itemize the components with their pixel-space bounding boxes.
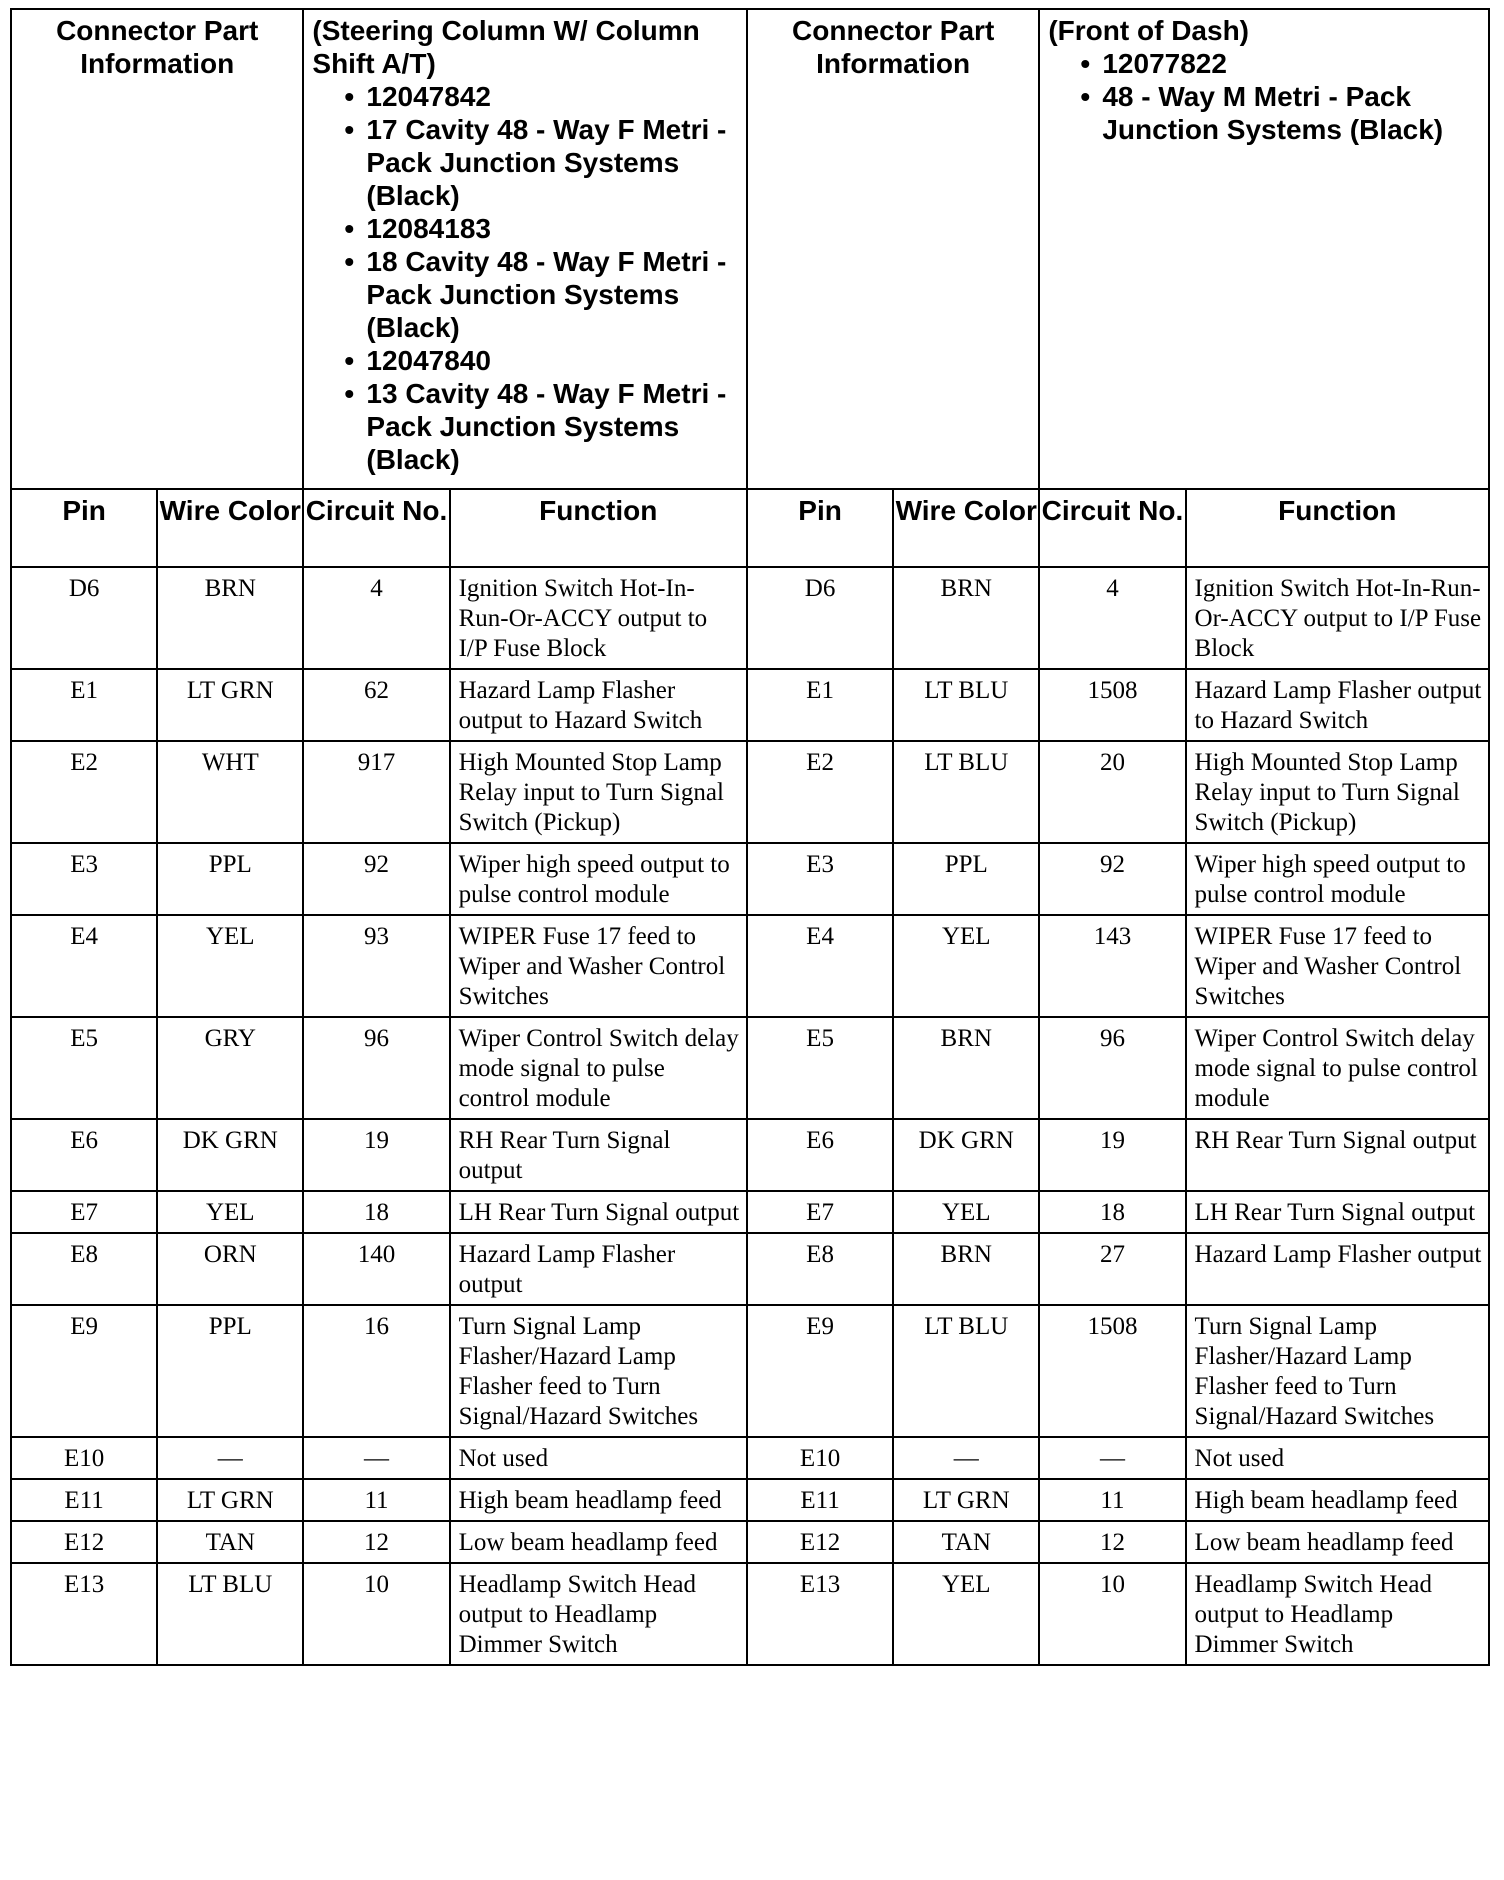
left-circuit-cell: 10 <box>303 1563 449 1665</box>
left-connector-description <box>303 9 747 489</box>
connector-table <box>10 8 1490 1666</box>
right-function-cell: Hazard Lamp Flasher output <box>1186 1233 1489 1305</box>
left-function-cell: Hazard Lamp Flasher output to Hazard Switch <box>450 669 747 741</box>
left-circuit-cell: 92 <box>303 843 449 915</box>
table-row <box>11 669 1489 741</box>
right-pin-cell: E12 <box>747 1521 893 1563</box>
right-wire-cell: YEL <box>893 915 1039 1017</box>
right-pin-cell: E4 <box>747 915 893 1017</box>
right-wire-cell: PPL <box>893 843 1039 915</box>
table-row <box>11 843 1489 915</box>
left-pin-cell: E12 <box>11 1521 157 1563</box>
left-pin-cell: E2 <box>11 741 157 843</box>
left-pin-cell: E5 <box>11 1017 157 1119</box>
right-function-cell: Not used <box>1186 1437 1489 1479</box>
left-circuit-cell: 62 <box>303 669 449 741</box>
right-pin-cell: E10 <box>747 1437 893 1479</box>
table-row <box>11 1563 1489 1665</box>
right-wire-cell: — <box>893 1437 1039 1479</box>
right-wire-cell: DK GRN <box>893 1119 1039 1191</box>
left-connector-title: (Steering Column W/ Column Shift A/T) <box>312 15 700 79</box>
left-circuit-cell: 917 <box>303 741 449 843</box>
table-row <box>11 1521 1489 1563</box>
left-pin-cell: E7 <box>11 1191 157 1233</box>
left-wire-cell: WHT <box>157 741 303 843</box>
left-part-item: • 12084183 <box>342 212 738 245</box>
left-wire-cell: YEL <box>157 1191 303 1233</box>
right-function-cell: Hazard Lamp Flasher output to Hazard Switch <box>1186 669 1489 741</box>
left-function-cell: Ignition Switch Hot-In-Run-Or-ACCY output to I/P Fuse Block <box>450 567 747 669</box>
right-wire-cell: YEL <box>893 1563 1039 1665</box>
left-part-item: • 17 Cavity 48 - Way F Metri - Pack Junction Systems (Black) <box>342 113 738 212</box>
right-wire-cell: YEL <box>893 1191 1039 1233</box>
right-circuit-cell: 27 <box>1039 1233 1185 1305</box>
left-circuit-cell: 19 <box>303 1119 449 1191</box>
left-circuit-cell: 4 <box>303 567 449 669</box>
left-function-cell: Turn Signal Lamp Flasher/Hazard Lamp Flasher feed to Turn Signal/Hazard Switches <box>450 1305 747 1437</box>
right-wire-cell: BRN <box>893 1017 1039 1119</box>
right-pin-cell: E8 <box>747 1233 893 1305</box>
right-circuit-cell: 1508 <box>1039 1305 1185 1437</box>
right-function-cell: Low beam headlamp feed <box>1186 1521 1489 1563</box>
right-wire-cell: LT BLU <box>893 1305 1039 1437</box>
left-function-cell: Low beam headlamp feed <box>450 1521 747 1563</box>
left-function-cell: Wiper high speed output to pulse control module <box>450 843 747 915</box>
right-circuit-cell: 96 <box>1039 1017 1185 1119</box>
left-pin-cell: E6 <box>11 1119 157 1191</box>
table-row <box>11 915 1489 1017</box>
right-circuit-cell: 1508 <box>1039 669 1185 741</box>
left-part-list <box>312 80 738 476</box>
left-wire-cell: ORN <box>157 1233 303 1305</box>
right-circuit-header: Circuit No. <box>1039 489 1185 567</box>
right-pin-cell: E11 <box>747 1479 893 1521</box>
left-circuit-cell: 18 <box>303 1191 449 1233</box>
right-function-header: Function <box>1186 489 1489 567</box>
right-wire-cell: LT BLU <box>893 669 1039 741</box>
right-part-item: • 48 - Way M Metri - Pack Junction Systems (Black) <box>1078 80 1480 146</box>
left-circuit-cell: 96 <box>303 1017 449 1119</box>
right-wire-color-header: Wire Color <box>893 489 1039 567</box>
left-wire-cell: LT BLU <box>157 1563 303 1665</box>
right-circuit-cell: — <box>1039 1437 1185 1479</box>
left-pin-cell: E4 <box>11 915 157 1017</box>
left-function-cell: RH Rear Turn Signal output <box>450 1119 747 1191</box>
right-wire-cell: LT BLU <box>893 741 1039 843</box>
left-pin-cell: D6 <box>11 567 157 669</box>
right-circuit-cell: 10 <box>1039 1563 1185 1665</box>
right-circuit-cell: 143 <box>1039 915 1185 1017</box>
right-part-info-label: Connector Part Information <box>747 9 1039 489</box>
left-function-cell: LH Rear Turn Signal output <box>450 1191 747 1233</box>
left-circuit-cell: 93 <box>303 915 449 1017</box>
table-row <box>11 1437 1489 1479</box>
left-part-item: • 12047840 <box>342 344 738 377</box>
left-circuit-cell: 11 <box>303 1479 449 1521</box>
right-part-item: • 12077822 <box>1078 47 1480 80</box>
right-circuit-cell: 11 <box>1039 1479 1185 1521</box>
connector-header-row <box>11 9 1489 489</box>
right-connector-description <box>1039 9 1489 489</box>
left-function-cell: Headlamp Switch Head output to Headlamp Dimmer Switch <box>450 1563 747 1665</box>
table-row <box>11 1119 1489 1191</box>
left-pin-cell: E13 <box>11 1563 157 1665</box>
left-wire-cell: — <box>157 1437 303 1479</box>
left-part-item: • 18 Cavity 48 - Way F Metri - Pack Junction Systems (Black) <box>342 245 738 344</box>
right-circuit-cell: 4 <box>1039 567 1185 669</box>
right-function-cell: LH Rear Turn Signal output <box>1186 1191 1489 1233</box>
left-function-cell: High Mounted Stop Lamp Relay input to Turn Signal Switch (Pickup) <box>450 741 747 843</box>
left-function-cell: WIPER Fuse 17 feed to Wiper and Washer Control Switches <box>450 915 747 1017</box>
left-circuit-cell: 16 <box>303 1305 449 1437</box>
table-row <box>11 1479 1489 1521</box>
table-row <box>11 741 1489 843</box>
left-function-cell: Not used <box>450 1437 747 1479</box>
left-pin-cell: E1 <box>11 669 157 741</box>
left-wire-cell: LT GRN <box>157 1479 303 1521</box>
right-function-cell: High Mounted Stop Lamp Relay input to Turn Signal Switch (Pickup) <box>1186 741 1489 843</box>
left-circuit-cell: 140 <box>303 1233 449 1305</box>
right-function-cell: Wiper high speed output to pulse control module <box>1186 843 1489 915</box>
right-function-cell: High beam headlamp feed <box>1186 1479 1489 1521</box>
right-function-cell: Turn Signal Lamp Flasher/Hazard Lamp Flasher feed to Turn Signal/Hazard Switches <box>1186 1305 1489 1437</box>
left-wire-cell: LT GRN <box>157 669 303 741</box>
left-function-cell: Wiper Control Switch delay mode signal to pulse control module <box>450 1017 747 1119</box>
right-pin-cell: E5 <box>747 1017 893 1119</box>
connector-pinout-document <box>10 8 1490 1666</box>
right-wire-cell: LT GRN <box>893 1479 1039 1521</box>
right-function-cell: WIPER Fuse 17 feed to Wiper and Washer Control Switches <box>1186 915 1489 1017</box>
column-header-row <box>11 489 1489 567</box>
left-part-item: • 12047842 <box>342 80 738 113</box>
left-function-cell: High beam headlamp feed <box>450 1479 747 1521</box>
left-circuit-cell: 12 <box>303 1521 449 1563</box>
left-pin-cell: E11 <box>11 1479 157 1521</box>
left-function-cell: Hazard Lamp Flasher output <box>450 1233 747 1305</box>
right-pin-cell: E9 <box>747 1305 893 1437</box>
right-circuit-cell: 12 <box>1039 1521 1185 1563</box>
right-pin-cell: E6 <box>747 1119 893 1191</box>
left-part-info-label: Connector Part Information <box>11 9 303 489</box>
right-part-list <box>1048 47 1480 146</box>
right-pin-cell: E13 <box>747 1563 893 1665</box>
left-pin-cell: E9 <box>11 1305 157 1437</box>
right-pin-cell: E1 <box>747 669 893 741</box>
right-function-cell: Headlamp Switch Head output to Headlamp Dimmer Switch <box>1186 1563 1489 1665</box>
table-row <box>11 567 1489 669</box>
left-circuit-header: Circuit No. <box>303 489 449 567</box>
left-wire-cell: DK GRN <box>157 1119 303 1191</box>
right-wire-cell: BRN <box>893 1233 1039 1305</box>
right-connector-title: (Front of Dash) <box>1048 15 1249 46</box>
right-pin-cell: E3 <box>747 843 893 915</box>
right-pin-cell: D6 <box>747 567 893 669</box>
left-function-header: Function <box>450 489 747 567</box>
table-row <box>11 1305 1489 1437</box>
right-pin-cell: E7 <box>747 1191 893 1233</box>
right-function-cell: Ignition Switch Hot-In-Run-Or-ACCY output to I/P Fuse Block <box>1186 567 1489 669</box>
right-circuit-cell: 19 <box>1039 1119 1185 1191</box>
left-circuit-cell: — <box>303 1437 449 1479</box>
left-pin-cell: E10 <box>11 1437 157 1479</box>
right-pin-cell: E2 <box>747 741 893 843</box>
table-row <box>11 1191 1489 1233</box>
right-wire-cell: BRN <box>893 567 1039 669</box>
left-pin-cell: E3 <box>11 843 157 915</box>
left-wire-cell: PPL <box>157 843 303 915</box>
left-wire-cell: GRY <box>157 1017 303 1119</box>
table-row <box>11 1233 1489 1305</box>
right-circuit-cell: 20 <box>1039 741 1185 843</box>
table-row <box>11 1017 1489 1119</box>
left-pin-header: Pin <box>11 489 157 567</box>
right-circuit-cell: 92 <box>1039 843 1185 915</box>
right-function-cell: Wiper Control Switch delay mode signal to pulse control module <box>1186 1017 1489 1119</box>
left-wire-color-header: Wire Color <box>157 489 303 567</box>
left-wire-cell: BRN <box>157 567 303 669</box>
right-circuit-cell: 18 <box>1039 1191 1185 1233</box>
right-pin-header: Pin <box>747 489 893 567</box>
left-wire-cell: YEL <box>157 915 303 1017</box>
left-pin-cell: E8 <box>11 1233 157 1305</box>
left-wire-cell: PPL <box>157 1305 303 1437</box>
left-wire-cell: TAN <box>157 1521 303 1563</box>
right-function-cell: RH Rear Turn Signal output <box>1186 1119 1489 1191</box>
left-part-item: • 13 Cavity 48 - Way F Metri - Pack Junction Systems (Black) <box>342 377 738 476</box>
right-wire-cell: TAN <box>893 1521 1039 1563</box>
